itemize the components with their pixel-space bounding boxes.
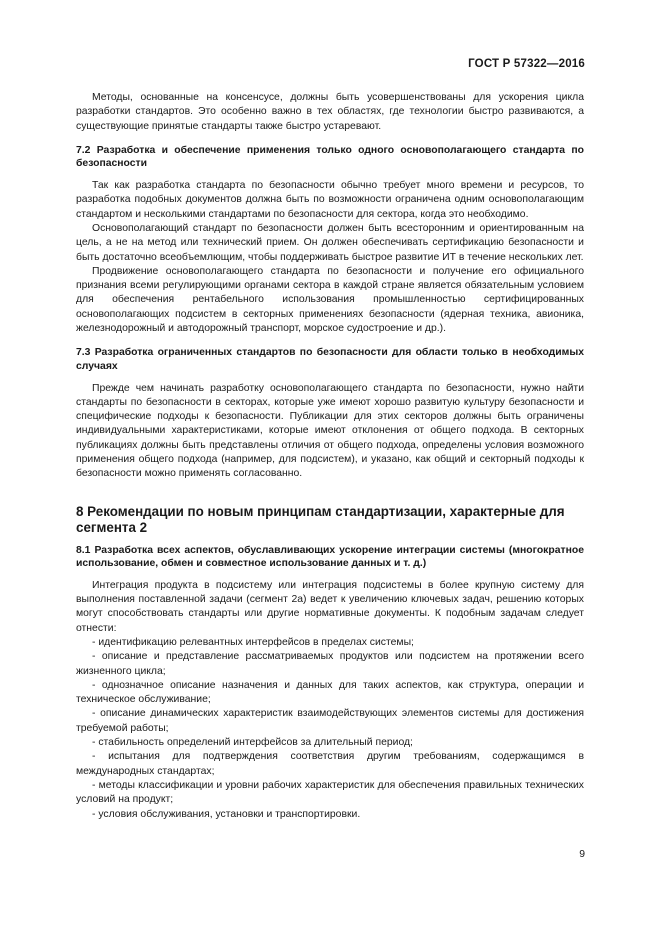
list-item: - описание и представление рассматриваемых продуктов или подсистем на протяжении всего жизненного цикла; [76,651,584,677]
list-item: - идентификацию релевантных интерфейсов в пределах системы; [92,636,414,648]
list-item: - условия обслуживания, установки и транспортировки. [92,808,361,820]
doc-code-header: ГОСТ Р 57322—2016 [468,58,585,70]
paragraph: Продвижение основополагающего стандарта по безопасности и получение его официального признания всеми регулирующими органами сектора в каждой стране является обязательным условием для обеспечения рентабельного использования промышленностью сертифицированных основополагающих подсистем в секторных применениях безопасности (ядерная техника, авионика, железнодорожный и автодорожный транспорт, морское судостроение и др.). [76,265,584,335]
section-heading-7-3: 7.3 Разработка ограниченных стандартов по безопасности для области только в необходимых случаях [76,347,584,372]
paragraph: Методы, основанные на консенсусе, должны быть усовершенствованы для ускорения цикла разработки стандартов. Это особенно важно в тех областях, где технологии быстро развиваются, а существующие принятые стандарты также быстро устаревают. [76,92,584,132]
section-heading-8-1: 8.1 Разработка всех аспектов, обуславливающих ускорение интеграции системы (многократное использование, обмен и совместное использование данных и т. д.) [76,544,584,570]
paragraph: Основополагающий стандарт по безопасности должен быть всесторонним и ориентированным на цель, а не на метод или технический прием. Он должен обеспечивать сертификацию безопасности и быть достаточно всеобъемлющим, чтобы поддерживать быстрое развитие ИТ в течение нескольких лет. [76,222,584,263]
list-item: - методы классификации и уровни рабочих характеристик для обеспечения правильных технических условий на продукт; [76,779,584,806]
chapter-heading-8: 8 Рекомендации по новым принципам стандартизации, характерные для сегмента 2 [76,503,565,535]
page-number: 9 [579,849,585,860]
list-item: - однозначное описание назначения и данных для таких аспектов, как структура, операции и техническое обслуживание; [76,679,584,706]
task-list [76,636,584,822]
document-body [76,91,584,822]
list-item: - стабильность определений интерфейсов за длительный период; [92,737,413,749]
paragraph: Интеграция продукта в подсистему или интеграция подсистемы в более крупную систему для выполнения поставленной задачи (сегмент 2a) ведет к увеличению ключевых задач, решению которых могут способствовать стандарты или другие нормативные документы. К подобным задачам следует отнести: [76,579,584,634]
section-heading-7-2: 7.2 Разработка и обеспечение применения только одного основополагающего стандарта по безопасности [76,144,584,170]
paragraph: Прежде чем начинать разработку основополагающего стандарта по безопасности, нужно найти стандарты по безопасности в секторах, которые уже имеют хорошо развитую культуру безопасности и специфические подходы к безопасности. Публикации для этих секторов должны быть ограничены индивидуальными характеристиками, которые имеют отклонения от общего подхода. В секторных публикациях должны быть представлены отличия от общего подхода, определены условия возможного применения общего подхода (например, для подсистем), и указано, как общий и секторный подходы к безопасности можно применять согласованно. [76,382,584,480]
list-item: - испытания для подтверждения соответствия другим требованиям, содержащимся в международных стандартах; [76,751,584,777]
paragraph: Так как разработка стандарта по безопасности обычно требует много времени и ресурсов, то разработка подобных документов должна быть по возможности ограничена одним основополагающим стандартом и несколькими стандартами по безопасности для сектора, когда это необходимо. [76,180,584,220]
list-item: - описание динамических характеристик взаимодействующих элементов системы для достижения требуемой работы; [76,708,584,734]
